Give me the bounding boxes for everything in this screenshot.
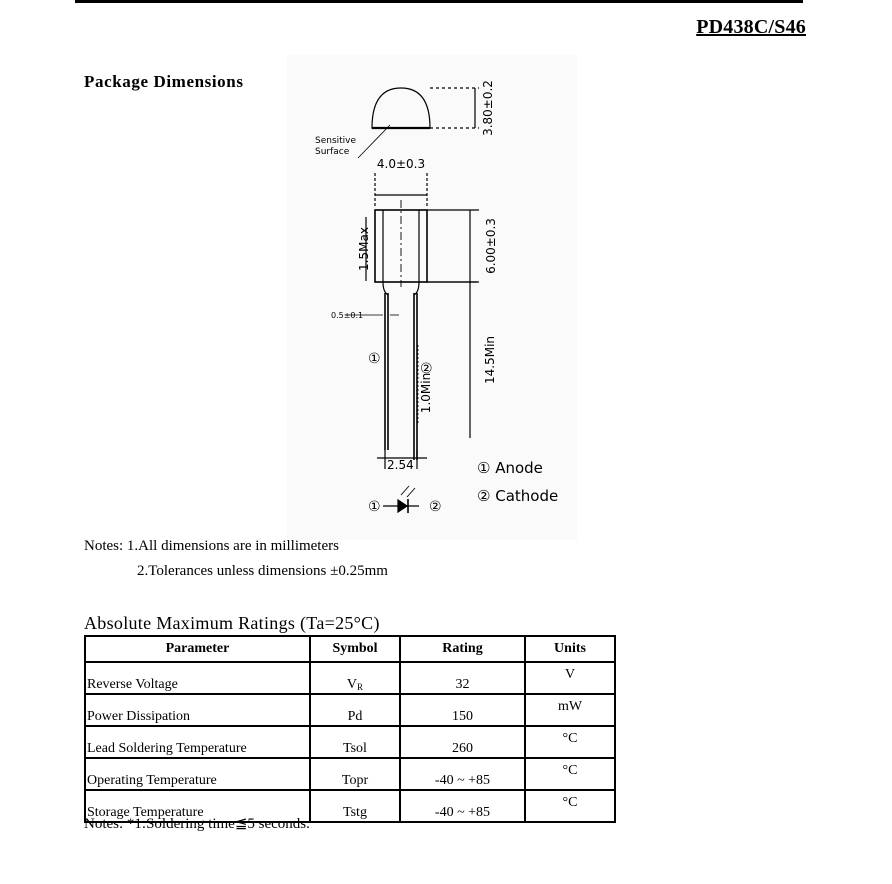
cell-symbol bbox=[310, 662, 400, 694]
package-drawing-svg bbox=[287, 55, 577, 540]
cell-symbol: Pd bbox=[310, 694, 400, 726]
legend-anode: ① Anode bbox=[477, 459, 543, 477]
ratings-table bbox=[84, 635, 616, 823]
table-row bbox=[85, 726, 615, 758]
cell-units: °C bbox=[525, 758, 615, 790]
cell-units: mW bbox=[525, 694, 615, 726]
legend-cathode: ② Cathode bbox=[477, 487, 559, 505]
notes bbox=[84, 534, 388, 584]
part-number: PD438C/S46 bbox=[696, 16, 806, 38]
cell-parameter: Lead Soldering Temperature bbox=[85, 726, 310, 758]
pin2-label: ② bbox=[420, 361, 433, 377]
note-2: 2.Tolerances unless dimensions ±0.25mm bbox=[137, 563, 388, 579]
diode-pin2: ② bbox=[429, 499, 442, 515]
symbol-sub: R bbox=[357, 682, 364, 692]
ratings-title: Absolute Maximum Ratings (Ta=25°C) bbox=[84, 613, 380, 633]
dim-body-height: 6.00±0.3 bbox=[484, 218, 498, 274]
cell-rating: 260 bbox=[400, 726, 525, 758]
dim-pitch: 2.54 bbox=[387, 458, 414, 472]
cell-parameter: Power Dissipation bbox=[85, 694, 310, 726]
sensitive-label: Sensitive bbox=[315, 136, 357, 146]
header-symbol: Symbol bbox=[310, 636, 400, 662]
dim-lead-length: 14.5Min bbox=[483, 335, 497, 385]
note-1: Notes: 1.All dimensions are in millimeters bbox=[84, 538, 339, 554]
dim-dome-height: 3.80±0.2 bbox=[481, 80, 495, 136]
cell-parameter: Storage Temperature bbox=[85, 790, 310, 822]
ratings-footnote: Notes: *1:Soldering time≦5 seconds. bbox=[84, 816, 310, 832]
header-units: Units bbox=[525, 636, 615, 662]
symbol-main: V bbox=[346, 677, 358, 692]
package-dimensions-title: Package Dimensions bbox=[84, 72, 244, 91]
top-rule bbox=[75, 0, 803, 3]
cell-units: °C bbox=[525, 726, 615, 758]
table-row bbox=[85, 694, 615, 726]
table-row bbox=[85, 758, 615, 790]
table-row bbox=[85, 662, 615, 694]
cell-rating: -40 ~ +85 bbox=[400, 758, 525, 790]
cell-units: V bbox=[525, 662, 615, 694]
surface-label: Surface bbox=[315, 147, 350, 157]
cell-parameter: Operating Temperature bbox=[85, 758, 310, 790]
diode-pin1: ① bbox=[368, 499, 381, 515]
dim-min: 1.0Min bbox=[419, 372, 433, 414]
pin1-label: ① bbox=[368, 351, 381, 367]
cell-rating: 150 bbox=[400, 694, 525, 726]
cell-rating: 32 bbox=[400, 662, 525, 694]
dim-max: 1.5Max bbox=[357, 227, 371, 271]
package-drawing bbox=[287, 55, 577, 540]
cell-rating: -40 ~ +85 bbox=[400, 790, 525, 822]
header-rating: Rating bbox=[400, 636, 525, 662]
header-parameter: Parameter bbox=[85, 636, 310, 662]
table-header-row bbox=[85, 636, 615, 662]
cell-symbol: Topr bbox=[310, 758, 400, 790]
cell-symbol: Tsol bbox=[310, 726, 400, 758]
dim-width: 4.0±0.3 bbox=[376, 157, 426, 171]
dim-lead: 0.5±0.1 bbox=[331, 311, 364, 320]
cell-symbol: Tstg bbox=[310, 790, 400, 822]
cell-units: °C bbox=[525, 790, 615, 822]
cell-parameter: Reverse Voltage bbox=[85, 662, 310, 694]
